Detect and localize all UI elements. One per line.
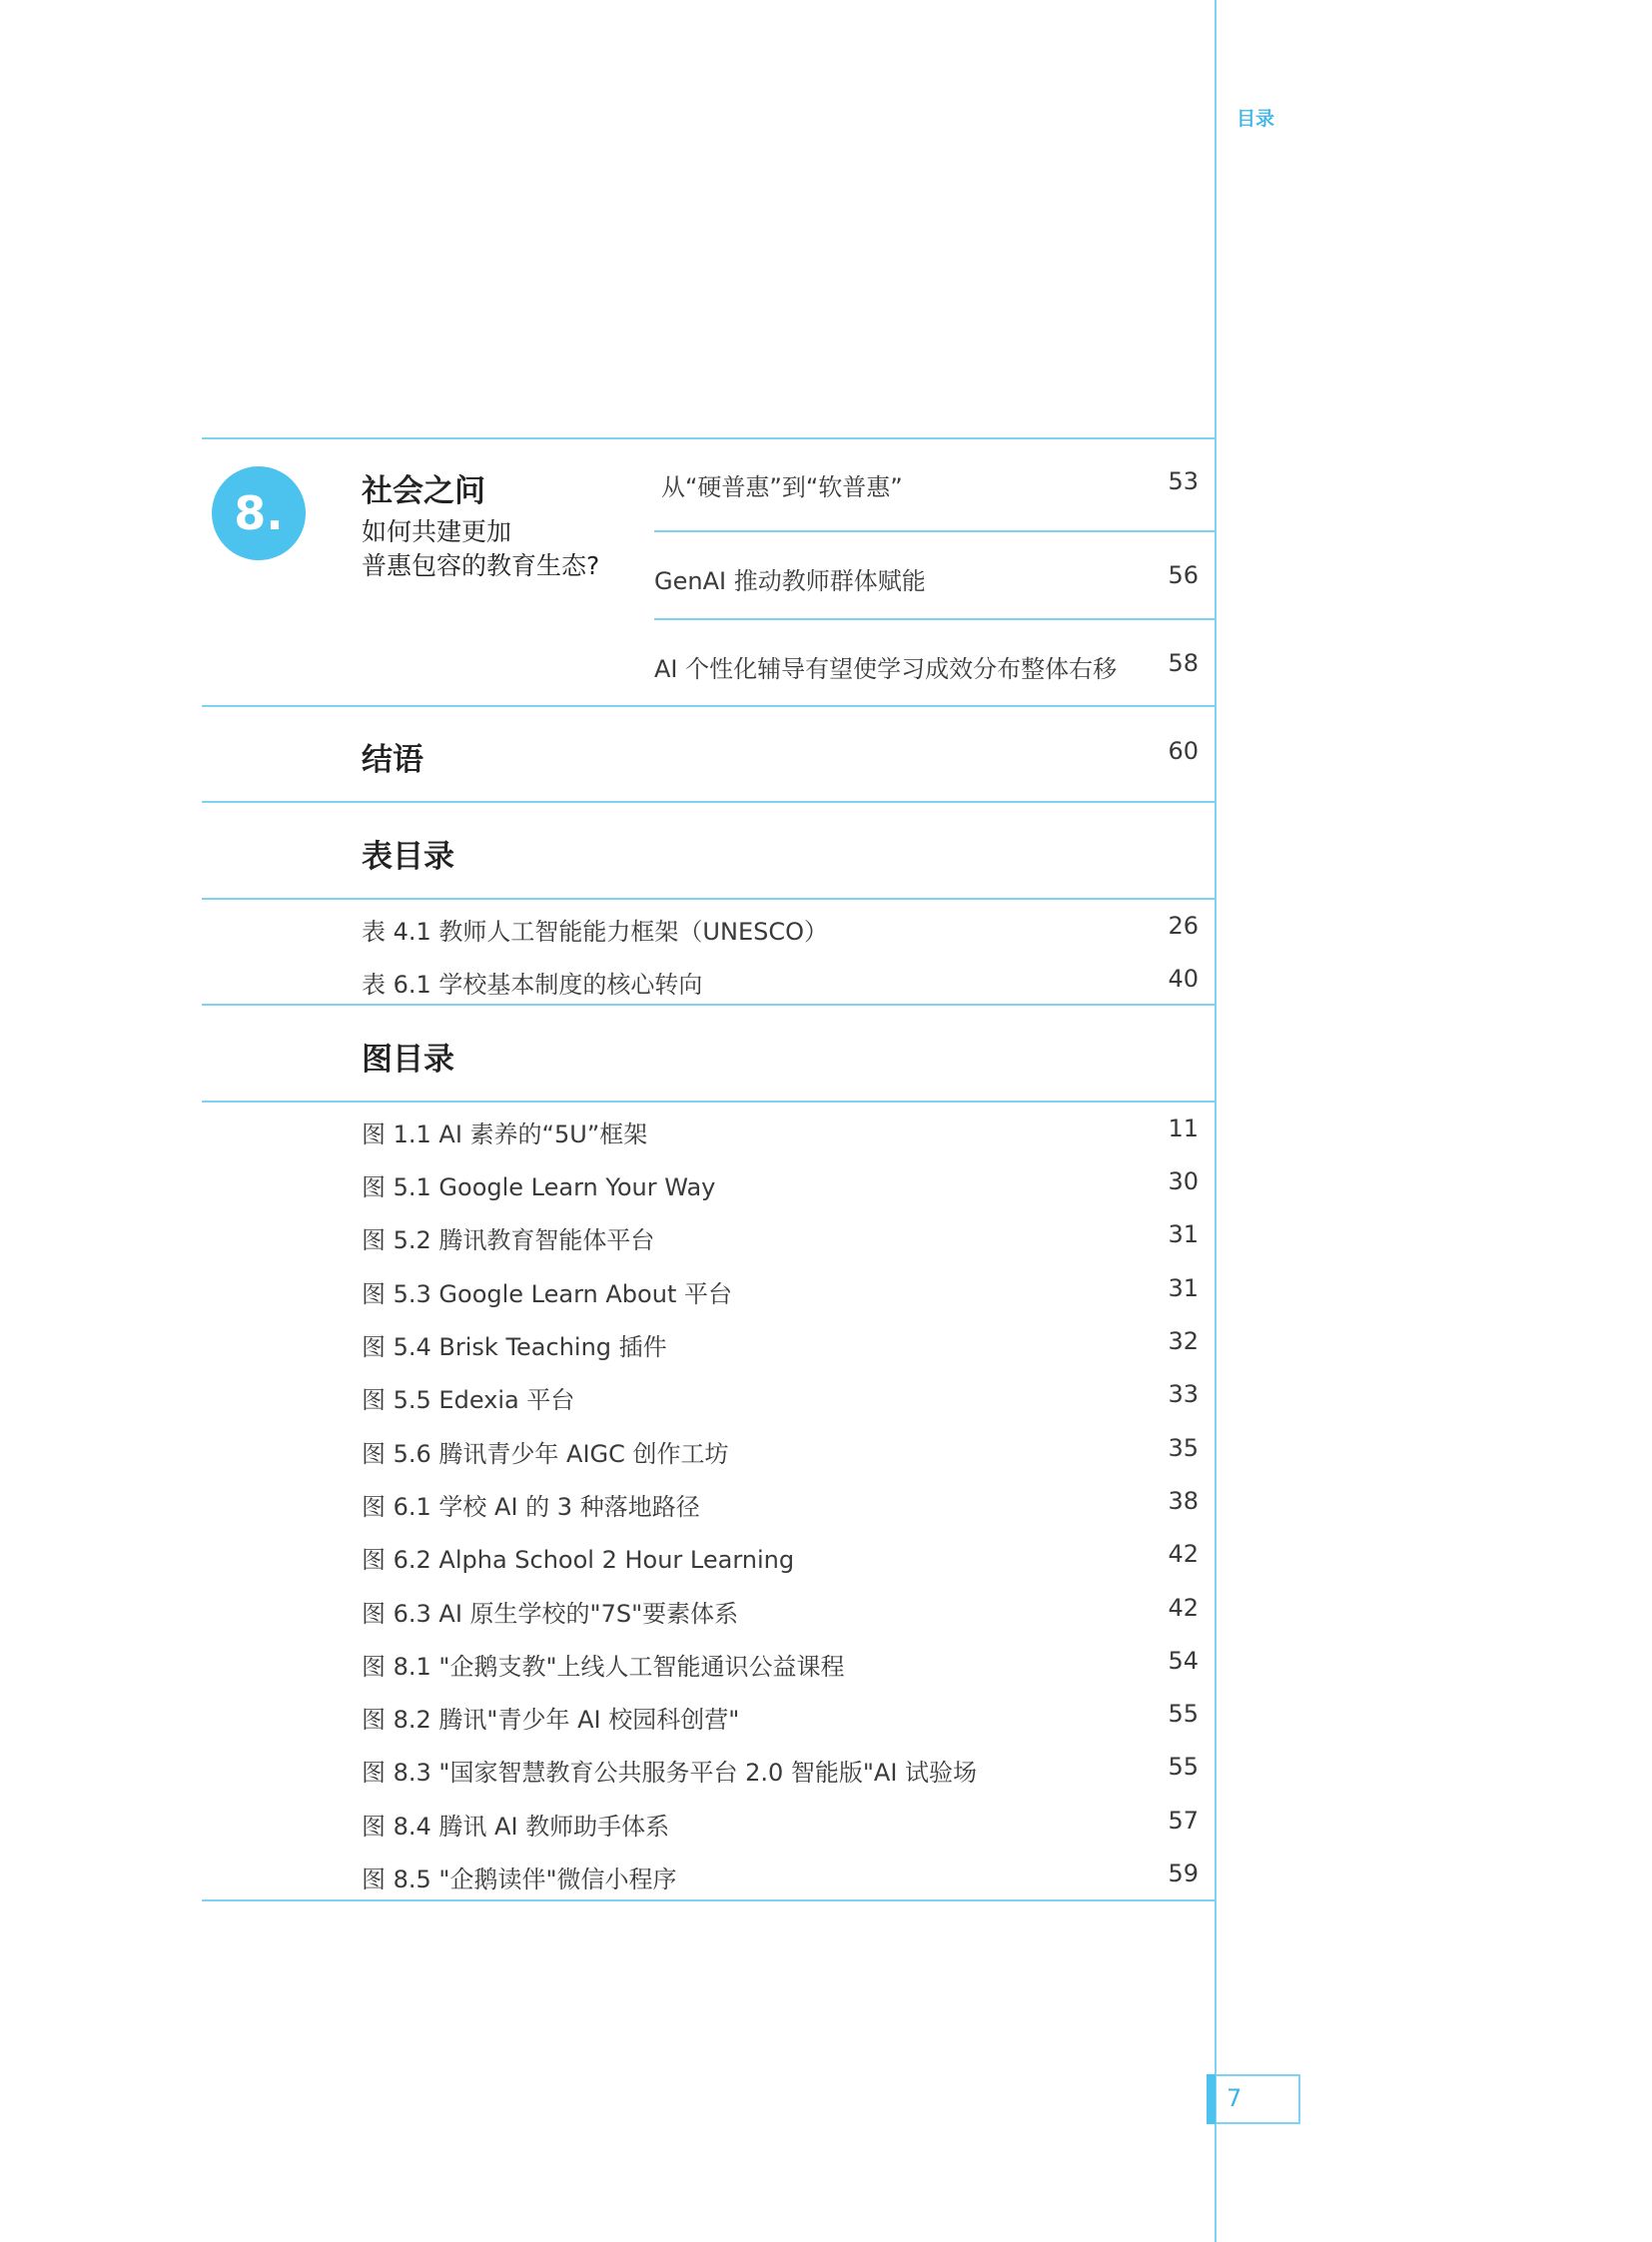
toc-entry-page: 57 bbox=[1168, 1807, 1199, 1835]
divider bbox=[202, 801, 1215, 803]
divider bbox=[202, 898, 1215, 900]
section-title-tables: 表目录 bbox=[362, 839, 454, 875]
divider bbox=[202, 705, 1215, 707]
divider bbox=[202, 1004, 1215, 1006]
section-title-figures: 图目录 bbox=[362, 1042, 454, 1078]
toc-entry-title[interactable]: AI 个性化辅导有望使学习成效分布整体右移 bbox=[654, 655, 1118, 683]
toc-entry-page: 58 bbox=[1168, 649, 1199, 677]
toc-entry-page: 53 bbox=[1168, 467, 1199, 495]
figure-list-item[interactable]: 图 6.1 学校 AI 的 3 种落地路径 bbox=[362, 1493, 700, 1521]
toc-entry-page: 33 bbox=[1168, 1380, 1199, 1408]
figure-list-item[interactable]: 图 5.6 腾讯青少年 AIGC 创作工坊 bbox=[362, 1440, 729, 1468]
figure-list-item[interactable]: 图 5.1 Google Learn Your Way bbox=[362, 1173, 716, 1201]
toc-entry-page: 38 bbox=[1168, 1487, 1199, 1515]
page-number-box bbox=[1207, 2074, 1300, 2124]
figure-list-item[interactable]: 图 5.2 腾讯教育智能体平台 bbox=[362, 1226, 655, 1254]
toc-entry-page: 11 bbox=[1168, 1115, 1199, 1142]
table-list-item[interactable]: 表 6.1 学校基本制度的核心转向 bbox=[362, 971, 703, 999]
toc-entry-title[interactable]: 从“硬普惠”到“软普惠” bbox=[661, 473, 903, 501]
toc-entry-page: 59 bbox=[1168, 1860, 1199, 1887]
toc-entry-page: 31 bbox=[1168, 1220, 1199, 1248]
chapter-subtitle bbox=[362, 515, 599, 583]
page-number: 7 bbox=[1227, 2084, 1242, 2112]
toc-entry-page: 26 bbox=[1168, 912, 1199, 940]
toc-entry-page: 32 bbox=[1168, 1327, 1199, 1355]
divider bbox=[202, 1101, 1215, 1103]
chapter-subtitle-line: 普惠包容的教育生态? bbox=[362, 551, 600, 580]
toc-entry-page: 42 bbox=[1168, 1540, 1199, 1568]
toc-entry-page: 35 bbox=[1168, 1434, 1199, 1462]
chapter-number-badge: 8. bbox=[212, 466, 306, 560]
chapter-title: 社会之问 bbox=[362, 473, 485, 509]
toc-entry-page: 42 bbox=[1168, 1594, 1199, 1622]
toc-entry-page: 40 bbox=[1168, 965, 1199, 993]
figure-list-item[interactable]: 图 6.3 AI 原生学校的"7S"要素体系 bbox=[362, 1600, 739, 1628]
toc-entry-page: 60 bbox=[1168, 737, 1199, 765]
divider bbox=[202, 437, 1215, 439]
toc-entry-page: 56 bbox=[1168, 561, 1199, 589]
figure-list-item[interactable]: 图 1.1 AI 素养的“5U”框架 bbox=[362, 1121, 648, 1148]
running-header: 目录 bbox=[1237, 108, 1275, 130]
figure-list-item[interactable]: 图 5.5 Edexia 平台 bbox=[362, 1386, 575, 1414]
toc-entry-page: 55 bbox=[1168, 1753, 1199, 1781]
figure-list-item[interactable]: 图 8.4 腾讯 AI 教师助手体系 bbox=[362, 1813, 670, 1841]
figure-list-item[interactable]: 图 8.1 "企鹅支教"上线人工智能通识公益课程 bbox=[362, 1653, 845, 1681]
table-list-item[interactable]: 表 4.1 教师人工智能能力框架（UNESCO） bbox=[362, 918, 828, 946]
figure-list-item[interactable]: 图 8.5 "企鹅读伴"微信小程序 bbox=[362, 1866, 677, 1893]
figure-list-item[interactable]: 图 6.2 Alpha School 2 Hour Learning bbox=[362, 1546, 795, 1574]
section-title-conclusion[interactable]: 结语 bbox=[362, 742, 423, 778]
toc-entry-page: 54 bbox=[1168, 1647, 1199, 1675]
divider bbox=[202, 1899, 1215, 1901]
chapter-subtitle-line: 如何共建更加 bbox=[362, 517, 512, 546]
toc-entry-page: 31 bbox=[1168, 1274, 1199, 1302]
figure-list-item[interactable]: 图 5.3 Google Learn About 平台 bbox=[362, 1280, 732, 1308]
margin-rule bbox=[1215, 0, 1217, 2242]
figure-list-item[interactable]: 图 5.4 Brisk Teaching 插件 bbox=[362, 1333, 667, 1361]
divider bbox=[654, 530, 1215, 532]
toc-entry-page: 55 bbox=[1168, 1700, 1199, 1728]
divider bbox=[654, 618, 1215, 620]
page-number-tab bbox=[1207, 2074, 1216, 2124]
toc-entry-page: 30 bbox=[1168, 1167, 1199, 1195]
figure-list-item[interactable]: 图 8.3 "国家智慧教育公共服务平台 2.0 智能版"AI 试验场 bbox=[362, 1759, 978, 1787]
toc-entry-title[interactable]: GenAI 推动教师群体赋能 bbox=[654, 567, 926, 595]
figure-list-item[interactable]: 图 8.2 腾讯"青少年 AI 校园科创营" bbox=[362, 1706, 740, 1734]
